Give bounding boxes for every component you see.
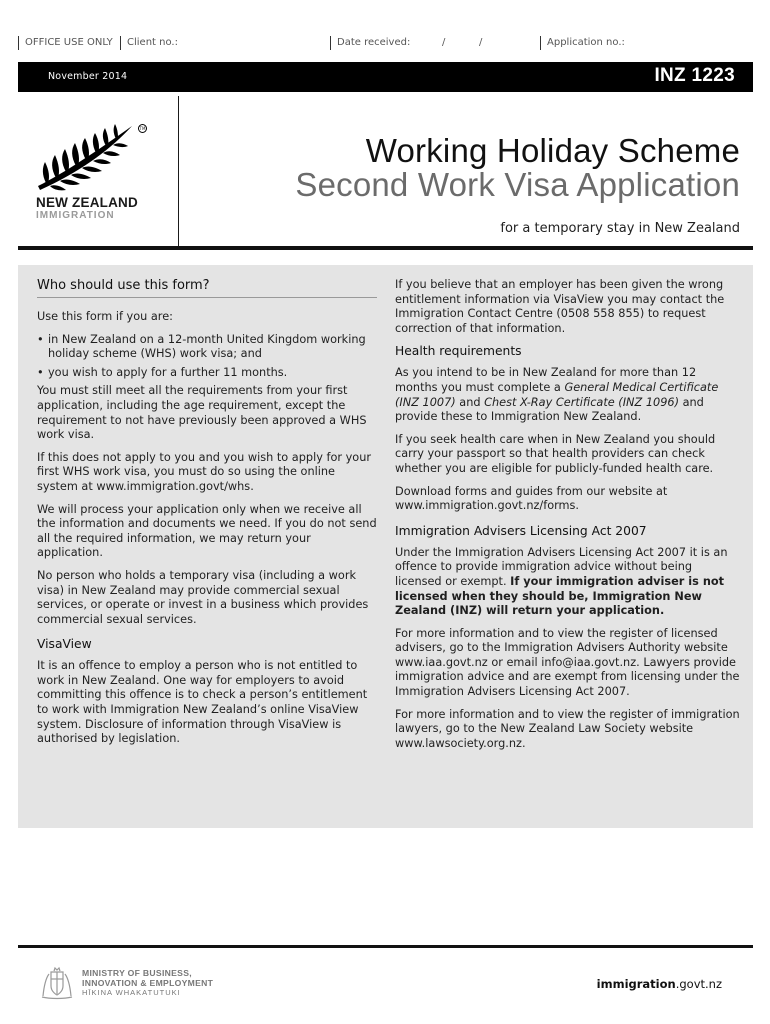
office-use-label: OFFICE USE ONLY bbox=[18, 36, 113, 50]
footer-url-rest: .govt.nz bbox=[675, 977, 722, 991]
right-column bbox=[395, 278, 740, 759]
who-should-use-heading: Who should use this form? bbox=[37, 278, 377, 298]
health-text-part: As you intend to be in New Zealand for more than 12 months you must complete a bbox=[395, 366, 697, 394]
processing-text: We will process your application only when we receive all the information and documents we need. If you do not send all the required information, we may return your application. bbox=[37, 502, 377, 560]
requirements-text: You must still meet all the requirements from your first application, including the age requirement, except the requirement to not have previously been approved a WHS work visa. bbox=[37, 384, 367, 442]
ministry-logo-text bbox=[82, 968, 213, 998]
logo-name: NEW ZEALAND bbox=[36, 195, 138, 210]
intro-text: Use this form if you are: bbox=[37, 310, 173, 323]
visaview-text: It is an offence to employ a person who is not entitled to work in New Zealand. One way for employers to avoid committing this offence is to check a person’s entitlement to work with Immigration New Zealand’s online VisaView system. Disclosure of information through VisaView is authorised by legislation. bbox=[37, 659, 368, 746]
date-received-field: Date received: bbox=[330, 36, 410, 50]
commercial-services-text: No person who holds a temporary visa (including a work visa) in New Zealand may provide commercial sexual services, or operate or invest in a business which provides commercial sexual services. bbox=[37, 568, 369, 626]
eligibility-list bbox=[37, 333, 377, 381]
footer-url-bold: immigration bbox=[596, 977, 676, 991]
medical-certificate-ref: General Medical Certificate (INZ 1007) bbox=[395, 380, 719, 409]
health-text-1 bbox=[395, 366, 740, 424]
ministry-line-1: MINISTRY OF BUSINESS, bbox=[82, 968, 192, 978]
footer-divider bbox=[18, 945, 753, 948]
health-heading: Health requirements bbox=[395, 344, 522, 359]
lawyers-text: For more information and to view the register of immigration lawyers, go to the New Zealand Law Society website www.lawsociety.org.nz. bbox=[395, 707, 740, 750]
list-item: • in New Zealand on a 12-month United Kingdom working holiday scheme (WHS) work visa; and bbox=[37, 333, 377, 362]
iaa-text-1 bbox=[395, 546, 740, 619]
iaa-warning: If your immigration adviser is not licensed when they should be, Immigration New Zealand (INZ) will return your application. bbox=[395, 574, 725, 618]
silver-fern-icon bbox=[36, 120, 148, 192]
iaa-text-part: Under the Immigration Advisers Licensing Act 2007 it is an offence to provide immigration advice without being licensed or exempt. bbox=[395, 545, 728, 588]
download-forms-text: Download forms and guides from our website at www.immigration.govt.nz/forms. bbox=[395, 484, 668, 513]
form-code: INZ 1223 bbox=[654, 65, 735, 86]
footer-website bbox=[597, 977, 722, 991]
nz-immigration-logo bbox=[36, 120, 176, 228]
ministry-maori-name: HĪKINA WHAKATUTUKI bbox=[82, 988, 181, 997]
form-title: Working Holiday Scheme bbox=[365, 132, 740, 169]
form-tagline: for a temporary stay in New Zealand bbox=[500, 221, 740, 236]
date-slash-1: / bbox=[442, 37, 446, 48]
logo-subname: IMMIGRATION bbox=[36, 210, 115, 221]
header-divider bbox=[18, 246, 753, 250]
date-slash-2: / bbox=[479, 37, 483, 48]
form-date: November 2014 bbox=[48, 71, 128, 82]
health-text-2: If you seek health care when in New Zealand you should carry your passport so that health providers can check whether you are eligible for publicly-funded health care. bbox=[395, 432, 716, 475]
office-use-strip bbox=[18, 36, 753, 52]
list-item: • you wish to apply for a further 11 months. bbox=[37, 366, 377, 381]
header-bar bbox=[18, 62, 753, 92]
nz-coat-of-arms-icon bbox=[38, 966, 76, 1000]
visaview-heading: VisaView bbox=[37, 637, 92, 652]
logo-divider bbox=[178, 96, 179, 248]
xray-certificate-ref: Chest X-Ray Certificate (INZ 1096) bbox=[484, 395, 679, 409]
first-whs-text: If this does not apply to you and you wish to apply for your first WHS work visa, you must do so using the online system at www.immigration.govt/whs. bbox=[37, 450, 372, 493]
trademark-mark: TM bbox=[139, 126, 146, 131]
health-text-part: and bbox=[455, 395, 485, 409]
form-subtitle-main: Second Work Visa Application bbox=[295, 166, 740, 203]
iaa-text-2: For more information and to view the register of licensed advisers, go to the Immigration Advisers Authority website www.iaa.govt.nz or email info@iaa.govt.nz. Lawyers provide immigration advice and are exempt from licensing under the Immigration Advisers Licensing Act 2007. bbox=[395, 626, 740, 699]
left-column bbox=[37, 278, 377, 755]
health-text-part: and provide these to Immigration New Zealand. bbox=[395, 395, 704, 424]
visaview-correction-text: If you believe that an employer has been given the wrong entitlement information via VisaView you may contact the Immigration Contact Centre (0508 558 855) to request correction of that information. bbox=[395, 278, 725, 335]
application-no-field: Application no.: bbox=[540, 36, 625, 50]
iaa-heading: Immigration Advisers Licensing Act 2007 bbox=[395, 523, 647, 538]
client-no-field: Client no.: bbox=[120, 36, 178, 50]
ministry-line-2: INNOVATION & EMPLOYMENT bbox=[82, 978, 214, 988]
